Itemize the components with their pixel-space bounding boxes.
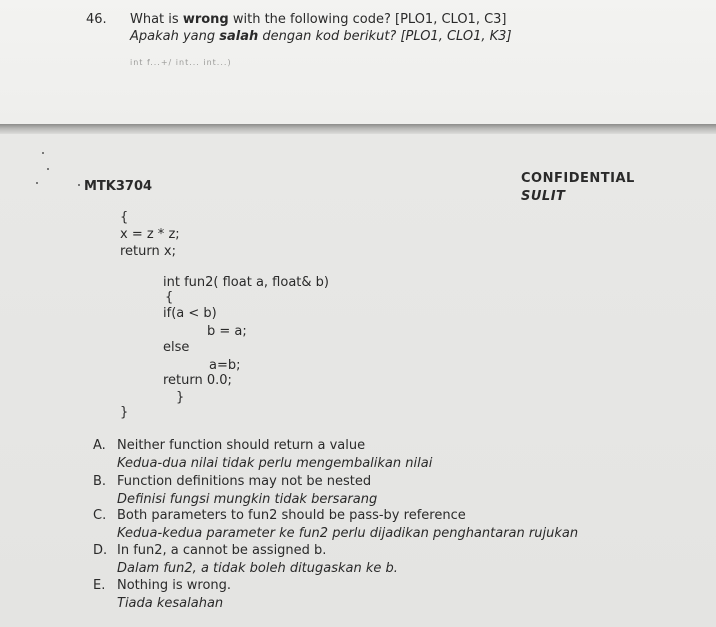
code-line: } [120, 405, 129, 420]
code-line: { [120, 210, 129, 225]
option-c-malay: Kedua-kedua parameter ke fun2 perlu dijadikan penghantaran rujukan [117, 526, 579, 541]
page-fold [0, 124, 716, 134]
option-c-letter: C. [93, 508, 107, 523]
option-e-malay: Tiada kesalahan [117, 596, 224, 611]
code-line: if(a < b) [163, 306, 217, 321]
code-line: x = z * z; [120, 227, 180, 242]
code-line: b = a; [207, 324, 247, 339]
speck [42, 152, 44, 154]
option-d-letter: D. [93, 543, 108, 558]
code-line: else [163, 340, 190, 355]
emphasis-word: salah [219, 29, 259, 44]
option-b-malay: Definisi fungsi mungkin tidak bersarang [117, 492, 378, 507]
question-text-english: What is wrong with the following code? [PLO1, CLO1, C3] [130, 12, 507, 27]
emphasis-word: wrong [182, 12, 229, 27]
option-a-letter: A. [93, 438, 106, 453]
option-e-letter: E. [93, 578, 106, 593]
option-b-english: Function definitions may not be nested [117, 474, 372, 489]
option-c-english: Both parameters to fun2 should be pass-by reference [117, 508, 466, 523]
bottom-page [0, 134, 716, 627]
option-d-english: In fun2, a cannot be assigned b. [117, 543, 327, 558]
code-line: int fun2( float a, float& b) [163, 275, 329, 290]
question-text-malay: Apakah yang salah dengan kod berikut? [PLO1, CLO1, K3] [130, 29, 512, 44]
code-line: { [165, 290, 174, 305]
question-number: 46. [86, 12, 107, 27]
code-line: return 0.0; [163, 373, 232, 388]
code-line: return x; [120, 244, 176, 259]
speck [47, 168, 49, 170]
option-d-malay: Dalam fun2, a tidak boleh ditugaskan ke b. [117, 561, 398, 576]
code-line: } [176, 390, 185, 405]
faded-line: int f...+/ int... int...) [130, 58, 232, 67]
option-b-letter: B. [93, 474, 107, 489]
option-e-english: Nothing is wrong. [117, 578, 232, 593]
confidential-label: CONFIDENTIAL [521, 171, 635, 186]
speck [78, 184, 80, 186]
sulit-label: SULIT [521, 189, 566, 204]
code-line: a=b; [209, 358, 241, 373]
option-a-malay: Kedua-dua nilai tidak perlu mengembalikan nilai [117, 456, 433, 471]
speck [36, 182, 38, 184]
course-code: MTK3704 [84, 179, 153, 194]
option-a-english: Neither function should return a value [117, 438, 366, 453]
